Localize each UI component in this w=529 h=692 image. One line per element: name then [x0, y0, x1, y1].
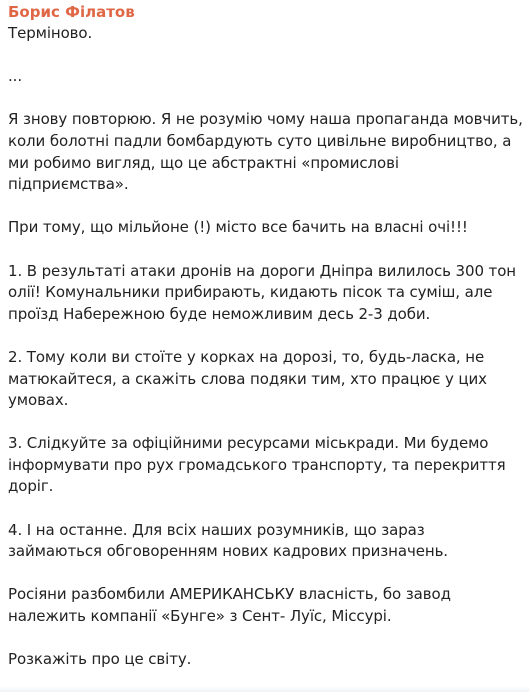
message-paragraph: 2. Тому коли ви стоїте у корках на дорозі, то, будь-ласка, не матюкайтеся, а скажіть слова подяки тим, хто працює у цих умовах. — [8, 347, 487, 410]
message-paragraph: 1. В результаті атаки дронів на дороги Дніпра вилилось 300 тон олії! Комунальники прибирають, кидають пісок та суміш, але проїзд Набережною буде неможливим десь 2-3 доби. — [8, 261, 516, 323]
message-text — [8, 22, 523, 671]
message-paragraph: Розкажіть про це світу. — [8, 650, 192, 669]
message-paragraph: 3. Слідкуйте за офіційними ресурсами міськради. Ми будемо інформувати про рух громадського транспорту, та перекриття доріг. — [8, 434, 506, 496]
message-paragraph: Я знову повторюю. Я не розумію чому наша пропаганда мовчить, коли болотні падли бомбардують суто цивільне виробництво, а ми робимо вигляд, що це абстрактні «промислові підприємства». — [8, 110, 523, 194]
message-paragraph: Терміново. — [8, 24, 93, 42]
message-paragraph: Росіяни разбомбили АМЕРИКАНСЬКУ власність, бо завод належить компанії «Бунге» з Сент- Луїс, Міссурі. — [8, 585, 451, 626]
message-paragraph: ... — [8, 67, 23, 86]
message-paragraph: При тому, що мільйоне (!) місто все бачить на власні очі!!! — [8, 218, 468, 237]
message-paragraph: 4. І на останне. Для всіх наших розумників, що зараз займаються обговоренням нових кадрових призначень. — [8, 520, 448, 561]
bottom-fade — [0, 686, 529, 692]
author-name[interactable]: Борис Філатов — [8, 3, 135, 21]
